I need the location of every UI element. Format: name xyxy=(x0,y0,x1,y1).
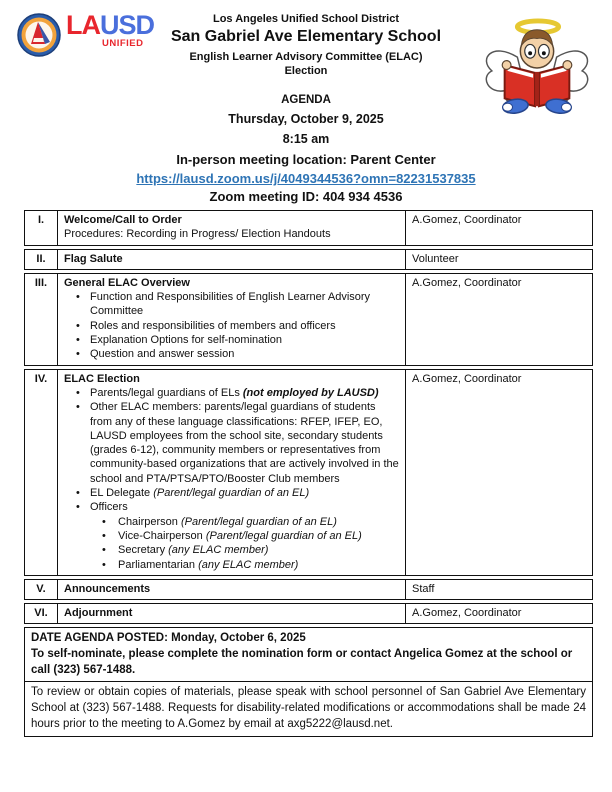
table-row-adjournment xyxy=(24,603,593,624)
school-name: San Gabriel Ave Elementary School xyxy=(170,28,442,45)
meeting-type: Election xyxy=(284,65,328,77)
row-presenter: Volunteer xyxy=(412,252,459,265)
district-name: Los Angeles Unified School District xyxy=(212,13,399,25)
table-row-elac-overview xyxy=(24,273,593,366)
zoom-meeting-link[interactable]: https://lausd.zoom.us/j/4049344536?omn=82231537835 xyxy=(136,171,476,186)
lausd-logo xyxy=(16,12,154,58)
row-presenter: Staff xyxy=(412,582,435,595)
materials-accessibility-box xyxy=(24,681,593,737)
row-numeral: V. xyxy=(25,580,58,599)
table-row-flag-salute xyxy=(24,249,593,270)
item-title: Adjournment xyxy=(64,607,133,620)
row-numeral: IV. xyxy=(25,370,58,575)
row-numeral: I. xyxy=(25,211,58,245)
zoom-meeting-id: Zoom meeting ID: 404 934 4536 xyxy=(209,189,403,204)
row-item xyxy=(58,250,406,269)
table-row-elac-election xyxy=(24,369,593,576)
sub-list-item: • Parliamentarian (any ELAC member) xyxy=(102,558,399,572)
item-title: Welcome/Call to Order xyxy=(64,214,182,226)
reading-angel-mascot-icon xyxy=(478,16,596,121)
row-numeral: VI. xyxy=(25,604,58,623)
agenda-table xyxy=(24,210,593,737)
self-nominate-text: To self-nominate, please complete the nomination form or contact Angelica Gomez at the school or call (323) 567-1488. xyxy=(31,648,573,677)
item-subtitle: Procedures: Recording in Progress/ Election Handouts xyxy=(64,228,331,241)
meeting-location: In-person meeting location: Parent Center xyxy=(176,152,436,167)
list-item: • Other ELAC members: parents/legal guardians of students from any of these language classifications: RFEP, IFEP, EO, LAUSD employees from the school site, secondary students (grades 6-12), community members or representatives from community-based organizations that are actively involved in the school and PTA/PTSA/PTO/Booster Club members xyxy=(76,400,399,486)
row-numeral: II. xyxy=(25,250,58,269)
list-item: • Officers xyxy=(76,500,399,514)
logo-la-text: LA xyxy=(66,10,100,40)
logo-unified-text: UNIFIED xyxy=(102,38,144,49)
emphasis-text: (Parent/legal guardian of an EL) xyxy=(180,515,337,528)
committee-name: English Learner Advisory Committee (ELAC) xyxy=(189,51,423,63)
item-title: Announcements xyxy=(64,582,151,595)
table-row-welcome xyxy=(24,210,593,246)
emphasis-text: (Parent/legal guardian of an EL) xyxy=(153,487,310,500)
row-numeral: III. xyxy=(25,274,58,365)
list-item: • Roles and responsibilities of members and officers xyxy=(76,319,399,333)
item-title: ELAC Election xyxy=(64,372,140,385)
agenda-label: AGENDA xyxy=(281,94,331,106)
logo-usd-text: USD xyxy=(100,10,155,40)
materials-text: To review or obtain copies of materials, please speak with school personnel of San Gabriel Ave Elementary School at (323) 567-1488. Requests for disability-related modifications or accommodations shall be made 24 hours prior to the meeting to A.Gomez by email at axg5222@lausd.net. xyxy=(31,685,586,730)
emphasis-text: (any ELAC member) xyxy=(198,558,299,571)
row-item xyxy=(58,370,406,575)
row-presenter: A.Gomez, Coordinator xyxy=(412,276,522,289)
row-item xyxy=(58,604,406,623)
agenda-posted-box xyxy=(24,627,593,682)
list-item: • Explanation Options for self-nomination xyxy=(76,333,399,347)
sub-list-item: • Secretary (any ELAC member) xyxy=(102,543,399,557)
list-item: • Function and Responsibilities of English Learner Advisory Committee xyxy=(76,290,399,319)
meeting-date: Thursday, October 9, 2025 xyxy=(228,112,384,126)
lausd-seal-icon xyxy=(16,12,62,58)
list-item: • EL Delegate (Parent/legal guardian of an EL) xyxy=(76,486,399,500)
sub-list-item: • Chairperson (Parent/legal guardian of an EL) xyxy=(102,515,399,529)
row-presenter: A.Gomez, Coordinator xyxy=(412,372,522,385)
list-item: • Question and answer session xyxy=(76,347,399,361)
row-item xyxy=(58,274,406,365)
table-row-announcements xyxy=(24,579,593,600)
meeting-time: 8:15 am xyxy=(282,132,330,146)
emphasis-text: (not employed by LAUSD) xyxy=(242,386,379,399)
emphasis-text: (Parent/legal guardian of an EL) xyxy=(205,529,362,542)
item-title: General ELAC Overview xyxy=(64,276,190,289)
list-item: • Parents/legal guardians of ELs (not employed by LAUSD) xyxy=(76,386,399,400)
item-title: Flag Salute xyxy=(64,252,123,265)
date-posted-text: DATE AGENDA POSTED: Monday, October 6, 2025 xyxy=(31,632,306,645)
row-presenter: A.Gomez, Coordinator xyxy=(412,214,522,226)
emphasis-text: (any ELAC member) xyxy=(168,544,269,557)
sub-list-item: • Vice-Chairperson (Parent/legal guardian of an EL) xyxy=(102,529,399,543)
row-presenter: A.Gomez, Coordinator xyxy=(412,607,522,620)
row-item xyxy=(58,580,406,599)
row-item xyxy=(58,211,406,245)
lausd-wordmark xyxy=(66,12,154,49)
